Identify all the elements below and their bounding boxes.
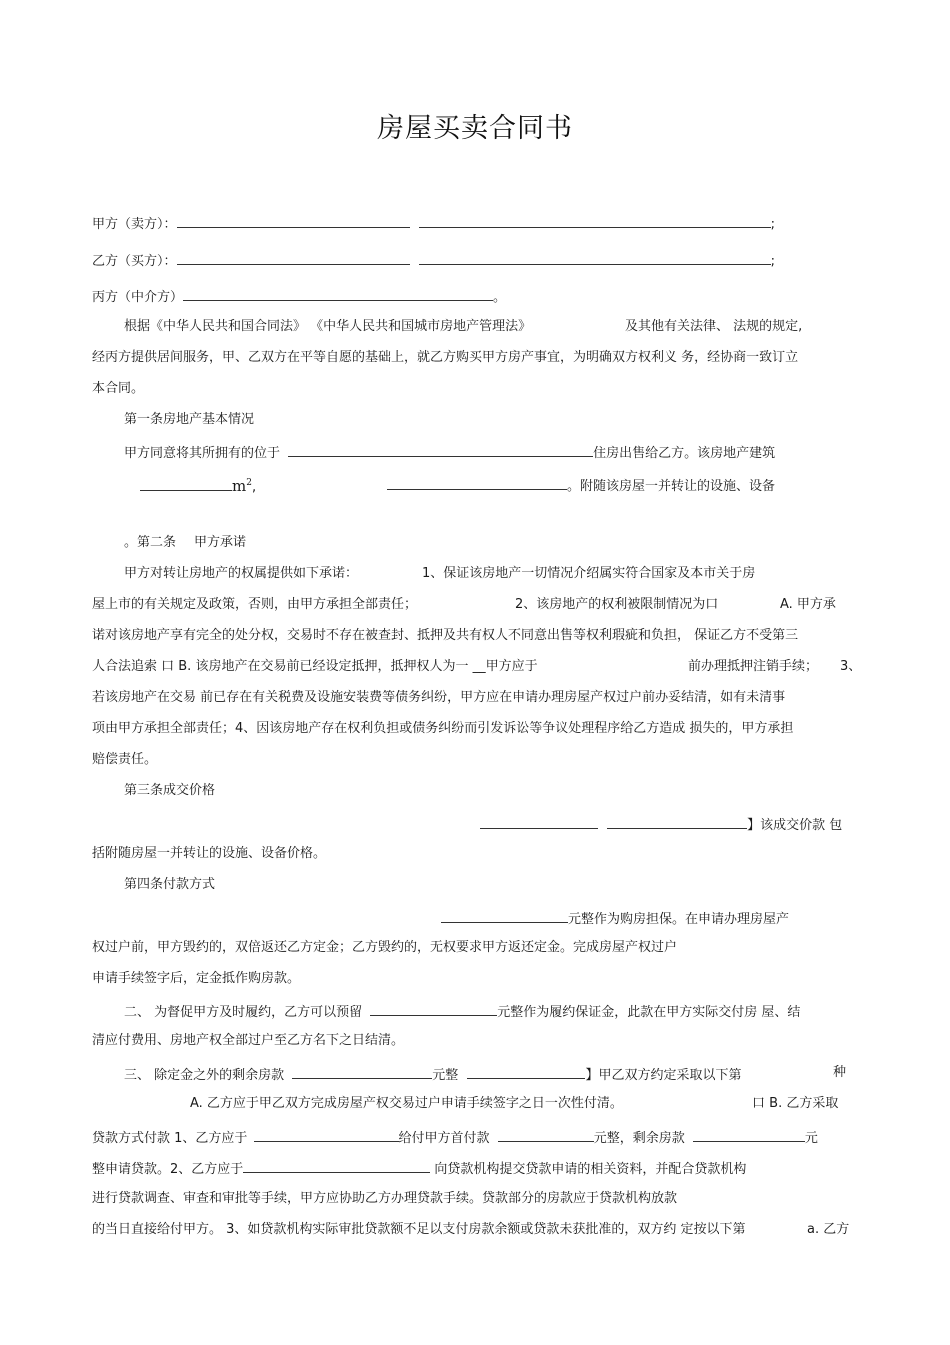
price-blank-2[interactable] bbox=[607, 814, 747, 829]
party-b-line bbox=[92, 250, 775, 271]
article-2-line-2a: 屋上市的有关规定及政策，否则，由甲方承担全部责任； bbox=[92, 597, 418, 612]
article-1-text-a: 甲方同意将其所拥有的位于 bbox=[124, 446, 281, 461]
article-1-heading: 第一条房地产基本情况 bbox=[124, 412, 255, 427]
document-title: 房屋买卖合同书 bbox=[377, 113, 573, 144]
loan-line-1 bbox=[92, 1127, 818, 1148]
article-1-line-2b bbox=[387, 475, 775, 496]
party-a-label: 甲方（卖方）： bbox=[92, 217, 177, 232]
article-1-text-c: 。附随该房屋一并转让的设施、设备 bbox=[567, 479, 776, 494]
article-2-line-1a: 甲方对转让房地产的权属提供如下承诺： bbox=[124, 566, 359, 581]
deposit-blank[interactable] bbox=[441, 908, 568, 923]
loan-line-2 bbox=[92, 1158, 746, 1179]
loan-line-1-text-c: 元整，剩余房款 bbox=[593, 1131, 685, 1146]
article-2-number: 。第二条 bbox=[124, 535, 177, 550]
loan-line-1-text-a: 贷款方式付款 1、乙方应于 bbox=[92, 1131, 248, 1146]
option-b-checkbox[interactable]: 口 bbox=[752, 1096, 766, 1111]
intro-line-2: 经丙方提供居间服务，甲、乙双方在平等自愿的基础上，就乙方购买甲方房产事宜，为明确双方权利义 务，经协商一致订立 bbox=[92, 350, 799, 365]
article-4-line-1 bbox=[441, 908, 789, 929]
article-3-heading: 第三条成交价格 bbox=[124, 783, 216, 798]
article-2-line-7: 赔偿责任。 bbox=[92, 752, 158, 767]
section-3-text-b: 元整 bbox=[432, 1068, 459, 1083]
performance-bond-blank[interactable] bbox=[370, 1001, 497, 1016]
loan-amount-blank[interactable] bbox=[693, 1127, 805, 1142]
down-payment-blank[interactable] bbox=[498, 1127, 594, 1142]
article-1-line-1 bbox=[124, 442, 775, 463]
article-2-line-6: 项由甲方承担全部责任；4、因该房地产存在权利负担或债务纠纷而引发诉讼等争议处理程序给乙方造成 损失的，甲方承担 bbox=[92, 721, 794, 736]
article-1-text-b: 住房出售给乙方。该房地产建筑 bbox=[593, 446, 776, 461]
loan-line-2-text-a: 整申请贷款。2、乙方应于 bbox=[92, 1162, 244, 1177]
article-4-line-3: 申请手续签字后，定金抵作购房款。 bbox=[92, 971, 301, 986]
remaining-payment-blank[interactable] bbox=[292, 1064, 432, 1079]
article-2-title: 甲方承诺 bbox=[194, 535, 247, 550]
area-unit: $m^2$ bbox=[232, 477, 252, 495]
intro-line-1a: 根据《中华人民共和国合同法》 《中华人民共和国城市房地产管理法》 bbox=[124, 319, 532, 334]
article-3-line-2: 括附随房屋一并转让的设施、设备价格。 bbox=[92, 846, 327, 861]
loan-line-1-text-d: 元 bbox=[804, 1131, 818, 1146]
option-b-line bbox=[752, 1095, 838, 1113]
article-2-line-3: 诺对该房地产享有完全的处分权，交易时不存在被查封、抵押及共有权人不同意出售等权利瑕疵和负担， 保证乙方不受第三 bbox=[92, 628, 799, 643]
article-4-line-2: 权过户前，甲方毁约的，双倍返还乙方定金；乙方毁约的，无权要求甲方返还定金。完成房屋产权过户 bbox=[92, 940, 678, 955]
loan-line-4a: 的当日直接给付甲方。 3、如贷款机构实际审批贷款额不足以支付房款余额或贷款未获批准的，双方约 定按以下第 bbox=[92, 1222, 746, 1237]
property-location-blank[interactable] bbox=[288, 442, 593, 457]
party-b-name-blank[interactable] bbox=[177, 250, 410, 265]
party-a-name-blank[interactable] bbox=[177, 213, 410, 228]
down-payment-date-blank[interactable] bbox=[254, 1127, 399, 1142]
loan-line-4b: a. 乙方 bbox=[807, 1222, 850, 1237]
article-4-heading: 第四条付款方式 bbox=[124, 877, 216, 892]
article-2-line-5: 若该房地产在交易 前已存在有关税费及设施安装费等债务纠纷，甲方应在申请办理房屋产权过户前办妥结清，如有未清事 bbox=[92, 690, 786, 705]
option-a-text: A. 乙方应于甲乙双方完成房屋产权交易过户申请手续签字之日一次性付清。 bbox=[190, 1096, 623, 1111]
article-2-heading bbox=[124, 534, 246, 552]
article-4-text-b: 元整作为购房担保。在申请办理房屋产 bbox=[568, 912, 790, 927]
facilities-blank[interactable] bbox=[387, 475, 567, 490]
period: 。 bbox=[493, 290, 507, 305]
intro-line-3: 本合同。 bbox=[92, 381, 145, 396]
party-c-line bbox=[92, 286, 506, 307]
price-blank-1[interactable] bbox=[480, 814, 598, 829]
article-3-text-b: 】该成交价款 包 bbox=[747, 818, 843, 833]
loan-line-2-text-b: 向贷款机构提交贷款申请的相关资料，并配合贷款机构 bbox=[434, 1162, 747, 1177]
party-a-address-blank[interactable] bbox=[419, 213, 771, 228]
semicolon: ; bbox=[770, 217, 776, 232]
article-2-line-4b: 前办理抵押注销手续； bbox=[688, 659, 819, 674]
article-2-line-1b: 1、保证该房地产一切情况介绍属实符合国家及本市关于房 bbox=[422, 566, 756, 581]
comma: , bbox=[251, 480, 257, 495]
article-4-section-3-line-1 bbox=[124, 1064, 741, 1085]
party-b-address-blank[interactable] bbox=[419, 250, 771, 265]
party-b-label: 乙方（买方）： bbox=[92, 254, 177, 269]
section-2-text-b: 元整作为履约保证金，此款在甲方实际交付房 屋、结 bbox=[497, 1005, 801, 1020]
area-blank[interactable] bbox=[140, 476, 232, 491]
article-2-line-4a: 人合法追索 口 B. 该房地产在交易前已经设定抵押，抵押权人为一 __甲方应于 bbox=[92, 659, 538, 674]
intro-line-1b: 及其他有关法律、 法规的规定, bbox=[625, 319, 803, 334]
party-c-label: 丙方（中介方） bbox=[92, 290, 184, 305]
article-4-section-2-line-2: 清应付费用、房地产权全部过户至乙方名下之日结清。 bbox=[92, 1033, 405, 1048]
option-b-text: B. 乙方采取 bbox=[769, 1096, 839, 1111]
section-3-text-d: 种 bbox=[833, 1065, 847, 1080]
section-3-text-c: 】甲乙双方约定采取以下第 bbox=[585, 1068, 742, 1083]
section-2-text-a: 二、 为督促甲方及时履约，乙方可以预留 bbox=[124, 1005, 363, 1020]
loan-application-date-blank[interactable] bbox=[243, 1158, 430, 1173]
loan-line-1-text-b: 给付甲方首付款 bbox=[398, 1131, 490, 1146]
section-3-text-a: 三、 除定金之外的剩余房款 bbox=[124, 1068, 285, 1083]
article-3-line-1 bbox=[480, 814, 842, 835]
article-4-section-2-line-1 bbox=[124, 1001, 800, 1022]
article-2-line-2c: A. 甲方承 bbox=[780, 597, 836, 612]
party-c-name-blank[interactable] bbox=[183, 286, 493, 301]
loan-line-3: 进行贷款调查、审查和审批等手续，甲方应协助乙方办理贷款手续。贷款部分的房款应于贷款机构放款 bbox=[92, 1191, 678, 1206]
semicolon: ; bbox=[770, 254, 776, 269]
article-1-line-2 bbox=[140, 474, 256, 497]
party-a-line bbox=[92, 213, 775, 234]
remaining-payment-blank-2[interactable] bbox=[467, 1064, 585, 1079]
article-2-line-2b: 2、该房地产的权利被限制情况为口 bbox=[515, 597, 719, 612]
article-2-line-4c: 3、 bbox=[840, 659, 862, 674]
